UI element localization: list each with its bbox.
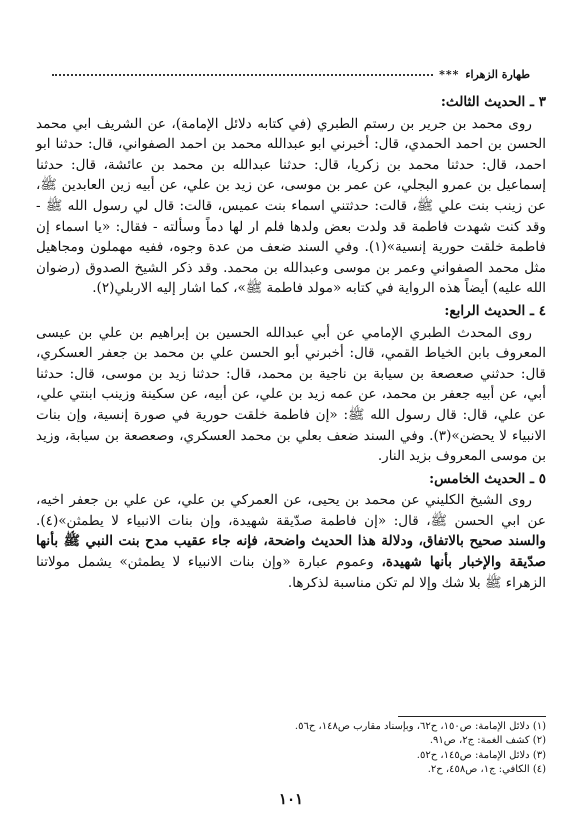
section-paragraph-5 xyxy=(36,490,546,593)
section-heading-4: ٤ ـ الحديث الرابع: xyxy=(444,302,546,319)
section-paragraph-3: روى محمد بن جرير بن رستم الطبري (في كتابه دلائل الإمامة)، عن الشريف ابي محمد الحسن بن احمد الحمدي، قال: أخبرني ابو عبدالله محمد بن احمد الصفواني، قال: حدثنا ابو احمد، قال: حدثنا محمد بن زكريا، قال: حدثنا عبدالله بن محمد بن عائشة، قال: حدثنا إسماعيل بن عمرو البجلي، عن عمر بن موسى، عن زيد بن علي، عن أبيه زين العابدين ﷺ، عن زينب بنت علي ﷺ، قالت: حدثتني اسماء بنت عميس، قالت: قال لي رسول الله ﷺ - وقد كنت شهدت فاطمة قد ولدت بعض ولدها فلم ار لها دماً وسألته - فقال: «يا اسماء إن فاطمة خلقت حورية إنسية»(١). وفي السند ضعف من عدة وجوه، ففيه مهملون ومجاهيل مثل محمد الصفواني وعمر بن موسى وعبدالله بن محمد. وقد ذكر الشيخ الصدوق (رضوان الله عليه) أيضاً هذه الرواية في كتابه «مولد فاطمة ﷺ»، كما اشار إليه الاربلي(٢). xyxy=(36,115,546,297)
page-number: ١٠١ xyxy=(278,790,304,808)
footnote-1: (١) دلائل الإمامة: ص١٥٠، ح٦٢، وبإسناد مقارب ص١٤٨، ح٥٦. xyxy=(294,721,546,732)
section-paragraph-5-bold: والسند صحيح بالاتفاق، ودلالة هذا الحديث واضحة، فإنه جاء عقيب مدح بنت النبي ﷺ بأنها صدّيقة والإخبار بأنها شهيدة، xyxy=(36,533,546,571)
footnote-3: (٣) دلائل الإمامة: ص١٤٥، ح٥٢. xyxy=(416,749,546,761)
main-text xyxy=(36,92,546,593)
footnotes xyxy=(200,720,546,778)
running-header-stars: *** xyxy=(439,67,460,81)
running-header-title: طهارة الزهراء xyxy=(465,67,530,81)
footnote-2: (٢) كشف الغمة: ج٢، ص٩١. xyxy=(429,735,546,747)
section-heading-5: ٥ ـ الحديث الخامس: xyxy=(429,470,546,487)
running-header xyxy=(52,64,530,84)
footnote-separator xyxy=(398,716,546,717)
footnote-4: (٤) الكافي: ج١، ص٤٥٨، ح٢. xyxy=(427,764,546,776)
section-paragraph-4: روى المحدث الطبري الإمامي عن أبي عبدالله الحسين بن إبراهيم بن علي بن عيسى المعروف بابن الخياط القمي، قال: أخبرني أبو الحسن علي بن محمد بن جعفر العسكري، قال: حدثني صعصعة بن سيابة بن ناجية بن محمد، قال: حدثنا زيد بن موسى، قال: حدثنا أبي، عن أبيه جعفر بن محمد، عن عمه زيد بن علي، عن أبيه، عن سكينة وزينب ابنتي علي، عن علي، قال: قال رسول الله ﷺ: «إن فاطمة خلقت حورية في صورة إنسية، وإن بنات الانبياء لا يحضن»(٣). وفي السند ضعف بعلي بن محمد العسكري، وصعصعة بن سيابة، وزيد بن موسى المعروف بزيد النار. xyxy=(36,324,546,465)
header-dotted-rule xyxy=(52,74,433,76)
section-paragraph-5-tail: وعموم عبارة «وإن بنات الانبياء لا يطمثن» يشمل مولاتنا الزهراء ﷺ بلا شك وإلا لم تكن مناسبة لذكرها. xyxy=(36,554,546,591)
section-paragraph-5-text: روى الشيخ الكليني عن محمد بن يحيى، عن العمركي بن علي، عن علي بن جعفر اخيه، عن ابي الحسن ﷺ، قال: «إن فاطمة صدّيقة شهيدة، وإن بنات الانبياء لا يطمثن»(٤). xyxy=(36,492,546,529)
section-heading-3: ٣ ـ الحديث الثالث: xyxy=(440,94,546,110)
